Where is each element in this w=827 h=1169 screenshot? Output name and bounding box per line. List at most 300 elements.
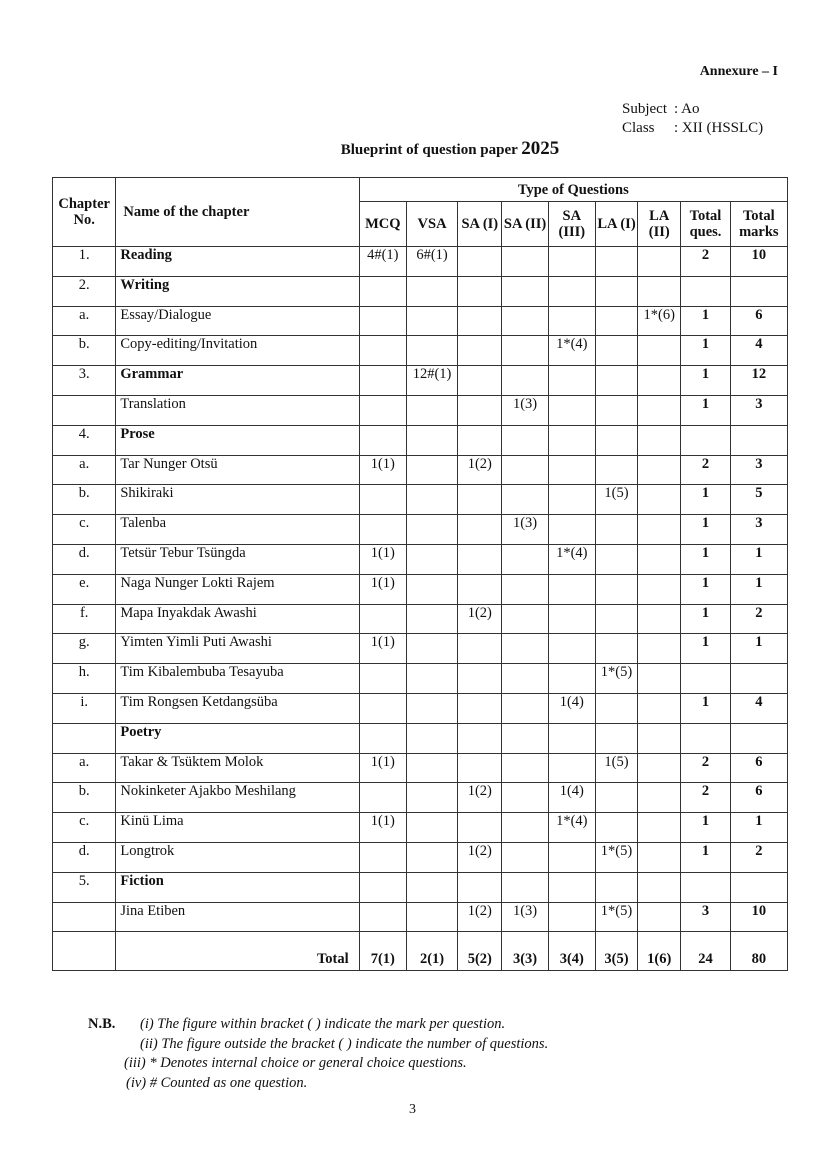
value-cell [458, 485, 502, 515]
subject-value: Ao [681, 101, 700, 117]
value-cell [730, 872, 787, 902]
value-cell [681, 276, 730, 306]
value-cell [406, 515, 457, 545]
total-value-cell: 3(4) [548, 932, 595, 971]
total-row [53, 932, 788, 971]
value-cell: 2 [681, 753, 730, 783]
value-cell [458, 544, 502, 574]
value-cell [638, 902, 681, 932]
chapter-name-cell: Copy-editing/Invitation [116, 336, 359, 366]
value-cell [458, 515, 502, 545]
table-row [53, 872, 788, 902]
chapter-no-cell: b. [53, 485, 116, 515]
header-col: SA (III) [548, 202, 595, 247]
value-cell [406, 783, 457, 813]
value-cell [548, 604, 595, 634]
value-cell: 1*(5) [595, 842, 637, 872]
notes-block [88, 1015, 548, 1093]
value-cell [406, 693, 457, 723]
value-cell [502, 604, 548, 634]
value-cell [458, 336, 502, 366]
value-cell [681, 723, 730, 753]
value-cell: 1 [730, 574, 787, 604]
chapter-name-cell: Reading [116, 247, 359, 277]
value-cell [638, 604, 681, 634]
value-cell [406, 425, 457, 455]
value-cell [406, 813, 457, 843]
blueprint-table [52, 177, 788, 971]
header-chapter-no: Chapter No. [53, 178, 116, 247]
value-cell [359, 395, 406, 425]
value-cell [638, 544, 681, 574]
value-cell [548, 425, 595, 455]
value-cell: 1(1) [359, 455, 406, 485]
value-cell [502, 813, 548, 843]
value-cell [406, 664, 457, 694]
value-cell [548, 485, 595, 515]
table-row [53, 842, 788, 872]
value-cell: 1 [681, 306, 730, 336]
value-cell [359, 276, 406, 306]
value-cell: 1(1) [359, 634, 406, 664]
value-cell [406, 872, 457, 902]
chapter-name-cell: Tetsür Tebur Tsüngda [116, 544, 359, 574]
header-chapter-name: Name of the chapter [116, 178, 359, 247]
value-cell [406, 485, 457, 515]
value-cell: 3 [681, 902, 730, 932]
chapter-name-cell: Shikiraki [116, 485, 359, 515]
value-cell: 1 [681, 574, 730, 604]
table-row [53, 813, 788, 843]
chapter-name-cell: Longtrok [116, 842, 359, 872]
total-label: Total [116, 932, 359, 971]
table-row [53, 604, 788, 634]
chapter-no-cell: 5. [53, 872, 116, 902]
value-cell [502, 872, 548, 902]
value-cell [638, 515, 681, 545]
value-cell [359, 306, 406, 336]
total-value-cell: 80 [730, 932, 787, 971]
value-cell [458, 872, 502, 902]
table-row [53, 485, 788, 515]
value-cell: 1(3) [502, 515, 548, 545]
value-cell [502, 276, 548, 306]
chapter-no-cell: 2. [53, 276, 116, 306]
value-cell: 6 [730, 306, 787, 336]
value-cell: 1(5) [595, 753, 637, 783]
value-cell [458, 693, 502, 723]
value-cell [638, 813, 681, 843]
title-text: Blueprint of question paper [340, 142, 518, 158]
value-cell [595, 455, 637, 485]
note-item: (i) The figure within bracket ( ) indicate the mark per question. [140, 1016, 506, 1032]
value-cell: 1*(6) [638, 306, 681, 336]
value-cell [502, 455, 548, 485]
header-type-of-questions: Type of Questions [359, 178, 787, 202]
value-cell [406, 634, 457, 664]
subject-label: Subject [622, 101, 667, 117]
value-cell [406, 604, 457, 634]
chapter-name-cell: Naga Nunger Lokti Rajem [116, 574, 359, 604]
value-cell: 1(4) [548, 783, 595, 813]
value-cell [502, 366, 548, 396]
chapter-name-cell: Talenba [116, 515, 359, 545]
value-cell: 1(1) [359, 574, 406, 604]
total-empty-cell [53, 932, 116, 971]
chapter-name-cell: Essay/Dialogue [116, 306, 359, 336]
value-cell [638, 336, 681, 366]
value-cell [502, 634, 548, 664]
value-cell: 1*(4) [548, 544, 595, 574]
value-cell: 1 [730, 813, 787, 843]
value-cell [406, 276, 457, 306]
value-cell [359, 693, 406, 723]
value-cell: 1 [681, 813, 730, 843]
value-cell: 1(3) [502, 902, 548, 932]
table-row [53, 664, 788, 694]
value-cell [502, 425, 548, 455]
table-row [53, 634, 788, 664]
chapter-name-cell: Tim Kibalembuba Tesayuba [116, 664, 359, 694]
value-cell [548, 753, 595, 783]
value-cell [406, 574, 457, 604]
value-cell [406, 455, 457, 485]
value-cell [502, 753, 548, 783]
chapter-no-cell: 3. [53, 366, 116, 396]
chapter-no-cell: e. [53, 574, 116, 604]
header-col: SA (II) [502, 202, 548, 247]
chapter-name-cell: Translation [116, 395, 359, 425]
value-cell: 3 [730, 455, 787, 485]
chapter-no-cell: b. [53, 336, 116, 366]
value-cell [595, 604, 637, 634]
chapter-no-cell: a. [53, 753, 116, 783]
table-row [53, 425, 788, 455]
total-value-cell: 24 [681, 932, 730, 971]
chapter-no-cell [53, 902, 116, 932]
value-cell [406, 842, 457, 872]
chapter-name-cell: Kinü Lima [116, 813, 359, 843]
value-cell: 1(2) [458, 902, 502, 932]
value-cell [548, 902, 595, 932]
value-cell [502, 783, 548, 813]
value-cell [595, 395, 637, 425]
class-line [622, 119, 763, 138]
value-cell: 1(5) [595, 485, 637, 515]
total-value-cell: 5(2) [458, 932, 502, 971]
value-cell [359, 336, 406, 366]
value-cell [638, 425, 681, 455]
value-cell [638, 634, 681, 664]
value-cell: 4#(1) [359, 247, 406, 277]
value-cell [638, 693, 681, 723]
value-cell: 3 [730, 515, 787, 545]
value-cell: 10 [730, 902, 787, 932]
value-cell [548, 515, 595, 545]
value-cell [359, 842, 406, 872]
value-cell [458, 306, 502, 336]
value-cell: 1 [681, 604, 730, 634]
value-cell: 1 [681, 634, 730, 664]
value-cell [595, 872, 637, 902]
value-cell: 12#(1) [406, 366, 457, 396]
value-cell [595, 574, 637, 604]
value-cell [595, 544, 637, 574]
value-cell [406, 723, 457, 753]
value-cell [502, 693, 548, 723]
value-cell [548, 842, 595, 872]
value-cell: 6#(1) [406, 247, 457, 277]
value-cell [595, 247, 637, 277]
value-cell [730, 664, 787, 694]
value-cell [406, 753, 457, 783]
table-row [53, 247, 788, 277]
chapter-name-cell: Fiction [116, 872, 359, 902]
chapter-no-cell: d. [53, 842, 116, 872]
value-cell: 1(2) [458, 842, 502, 872]
value-cell [359, 902, 406, 932]
value-cell [681, 664, 730, 694]
value-cell [502, 544, 548, 574]
page-number: 3 [409, 1102, 416, 1117]
table-row [53, 783, 788, 813]
table-row [53, 544, 788, 574]
value-cell [638, 723, 681, 753]
value-cell [595, 336, 637, 366]
annexure-label: Annexure – I [699, 64, 778, 79]
notes-label: N.B. [88, 1016, 116, 1032]
table-row [53, 723, 788, 753]
chapter-name-cell: Tim Rongsen Ketdangsüba [116, 693, 359, 723]
value-cell [548, 395, 595, 425]
value-cell [359, 783, 406, 813]
value-cell [730, 723, 787, 753]
table-row [53, 902, 788, 932]
value-cell: 1(4) [548, 693, 595, 723]
note-item: (ii) The figure outside the bracket ( ) indicate the number of questions. [140, 1035, 549, 1052]
chapter-no-cell: c. [53, 813, 116, 843]
chapter-no-cell: a. [53, 306, 116, 336]
value-cell [730, 276, 787, 306]
chapter-name-cell: Takar & Tsüktem Molok [116, 753, 359, 783]
value-cell [458, 723, 502, 753]
value-cell: 2 [681, 247, 730, 277]
value-cell: 1 [681, 336, 730, 366]
chapter-no-cell: i. [53, 693, 116, 723]
chapter-name-cell: Yimten Yimli Puti Awashi [116, 634, 359, 664]
header-col: MCQ [359, 202, 406, 247]
value-cell [548, 634, 595, 664]
value-cell [595, 723, 637, 753]
value-cell: 12 [730, 366, 787, 396]
value-cell [359, 664, 406, 694]
chapter-no-cell: 1. [53, 247, 116, 277]
chapter-no-cell: a. [53, 455, 116, 485]
value-cell [595, 634, 637, 664]
value-cell [548, 276, 595, 306]
value-cell [595, 515, 637, 545]
value-cell [458, 247, 502, 277]
chapter-name-cell: Poetry [116, 723, 359, 753]
value-cell [595, 366, 637, 396]
value-cell: 6 [730, 753, 787, 783]
note-item: (iii) * Denotes internal choice or general choice questions. [124, 1055, 467, 1071]
value-cell [458, 425, 502, 455]
total-value-cell: 3(5) [595, 932, 637, 971]
header-col: Total ques. [681, 202, 730, 247]
value-cell: 1 [730, 544, 787, 574]
chapter-no-cell: f. [53, 604, 116, 634]
total-value-cell: 3(3) [502, 932, 548, 971]
value-cell: 2 [681, 783, 730, 813]
page-title [0, 138, 827, 160]
value-cell [638, 872, 681, 902]
value-cell [502, 247, 548, 277]
table-row [53, 276, 788, 306]
value-cell: 2 [730, 842, 787, 872]
value-cell [458, 366, 502, 396]
value-cell [502, 336, 548, 366]
value-cell [406, 902, 457, 932]
value-cell: 1(2) [458, 455, 502, 485]
value-cell: 1*(5) [595, 902, 637, 932]
table-row [53, 455, 788, 485]
value-cell [730, 425, 787, 455]
value-cell [458, 574, 502, 604]
value-cell [502, 723, 548, 753]
value-cell: 1(1) [359, 813, 406, 843]
subject-sep: : [674, 101, 679, 117]
value-cell: 1(1) [359, 544, 406, 574]
value-cell [548, 664, 595, 694]
value-cell [638, 842, 681, 872]
table-row [53, 336, 788, 366]
value-cell: 1(2) [458, 783, 502, 813]
note-item: (iv) # Counted as one question. [126, 1074, 308, 1091]
chapter-name-cell: Writing [116, 276, 359, 306]
value-cell [638, 664, 681, 694]
table-row [53, 693, 788, 723]
value-cell [458, 664, 502, 694]
value-cell [638, 455, 681, 485]
value-cell: 1 [681, 544, 730, 574]
chapter-no-cell [53, 395, 116, 425]
value-cell [638, 485, 681, 515]
value-cell [458, 395, 502, 425]
chapter-no-cell: g. [53, 634, 116, 664]
value-cell [458, 813, 502, 843]
total-value-cell: 7(1) [359, 932, 406, 971]
value-cell [458, 276, 502, 306]
value-cell [359, 604, 406, 634]
value-cell [359, 723, 406, 753]
chapter-name-cell: Grammar [116, 366, 359, 396]
chapter-name-cell: Jina Etiben [116, 902, 359, 932]
subject-line [622, 100, 763, 119]
value-cell: 3 [730, 395, 787, 425]
value-cell [638, 276, 681, 306]
value-cell: 1*(4) [548, 813, 595, 843]
value-cell [458, 753, 502, 783]
value-cell [548, 366, 595, 396]
value-cell: 1 [681, 395, 730, 425]
value-cell [359, 872, 406, 902]
header-col: VSA [406, 202, 457, 247]
chapter-no-cell: c. [53, 515, 116, 545]
value-cell [548, 306, 595, 336]
value-cell: 1 [681, 515, 730, 545]
value-cell [595, 276, 637, 306]
value-cell [502, 574, 548, 604]
value-cell: 1 [681, 366, 730, 396]
value-cell [548, 872, 595, 902]
class-label: Class [622, 120, 655, 136]
value-cell [638, 395, 681, 425]
value-cell [406, 336, 457, 366]
value-cell [359, 366, 406, 396]
value-cell: 1 [730, 634, 787, 664]
table-row [53, 515, 788, 545]
chapter-no-cell [53, 723, 116, 753]
value-cell [502, 842, 548, 872]
value-cell [638, 247, 681, 277]
value-cell [359, 485, 406, 515]
value-cell: 6 [730, 783, 787, 813]
table-row [53, 306, 788, 336]
class-sep: : [674, 120, 679, 136]
value-cell [638, 753, 681, 783]
value-cell [406, 306, 457, 336]
value-cell: 1 [681, 842, 730, 872]
value-cell [548, 723, 595, 753]
value-cell [595, 783, 637, 813]
value-cell [638, 783, 681, 813]
title-year: 2025 [521, 138, 560, 159]
total-value-cell: 2(1) [406, 932, 457, 971]
value-cell [502, 306, 548, 336]
chapter-name-cell: Tar Nunger Otsü [116, 455, 359, 485]
value-cell [548, 455, 595, 485]
table-row [53, 395, 788, 425]
header-col: Total marks [730, 202, 787, 247]
value-cell [595, 306, 637, 336]
header-col: LA (I) [595, 202, 637, 247]
subject-class-block [622, 100, 763, 138]
value-cell: 10 [730, 247, 787, 277]
chapter-no-cell: h. [53, 664, 116, 694]
value-cell [595, 693, 637, 723]
chapter-name-cell: Mapa Inyakdak Awashi [116, 604, 359, 634]
value-cell: 1(1) [359, 753, 406, 783]
value-cell: 1(3) [502, 395, 548, 425]
value-cell [681, 872, 730, 902]
table-row [53, 574, 788, 604]
value-cell: 2 [681, 455, 730, 485]
value-cell [502, 485, 548, 515]
class-value: XII (HSSLC) [681, 120, 764, 136]
value-cell [359, 515, 406, 545]
value-cell: 1*(4) [548, 336, 595, 366]
chapter-name-cell: Nokinketer Ajakbo Meshilang [116, 783, 359, 813]
value-cell: 1(2) [458, 604, 502, 634]
value-cell: 1 [681, 485, 730, 515]
chapter-no-cell: d. [53, 544, 116, 574]
header-col: LA (II) [638, 202, 681, 247]
value-cell [548, 574, 595, 604]
value-cell: 1 [681, 693, 730, 723]
value-cell [638, 574, 681, 604]
value-cell [406, 395, 457, 425]
